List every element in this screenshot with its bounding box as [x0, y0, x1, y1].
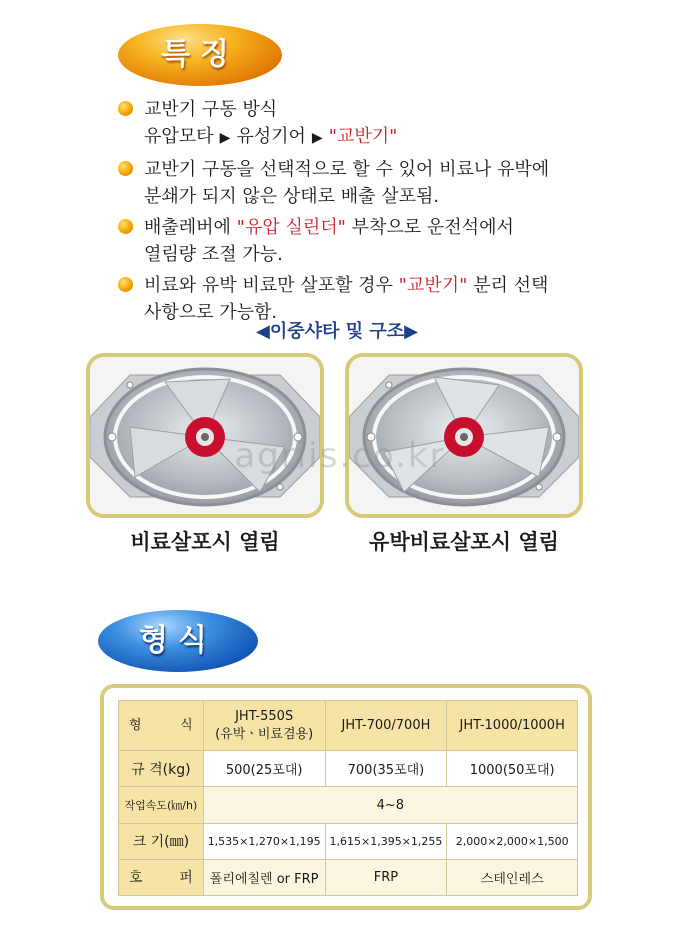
table-cell: 1,535×1,270×1,195 [203, 823, 325, 859]
text-segment: 비료와 유박 비료만 살포할 경우 [144, 275, 399, 296]
bullet-icon [118, 161, 133, 176]
highlight-text: "유압 실린더" [236, 217, 346, 238]
arrow-right-icon: ▶ [219, 130, 231, 146]
row-label: 호 퍼 [119, 859, 204, 895]
table-cell: 700(35포대) [325, 751, 447, 787]
table-cell: 500(25포대) [203, 751, 325, 787]
watermark: agriis.co.kr [234, 436, 446, 476]
flow-step: 유성기어 [236, 126, 306, 147]
row-label: 규 격(kg) [119, 751, 204, 787]
table-row [119, 701, 578, 751]
feature-line: 열림량 조절 가능. [144, 244, 283, 265]
feature-line [144, 272, 598, 299]
table-cell: 2,000×2,000×1,500 [447, 823, 578, 859]
spec-table [118, 700, 578, 896]
feature-line: 교반기 구동 방식 [144, 99, 278, 120]
table-cell: 1,615×1,395×1,255 [325, 823, 447, 859]
feature-item [118, 96, 598, 152]
table-cell: 4~8 [203, 787, 577, 823]
feature-item [118, 214, 598, 268]
table-cell: 폴리에칠렌 or FRP [203, 859, 325, 895]
bullet-icon [118, 219, 133, 234]
feature-line: 분쇄가 되지 않은 상태로 배출 살포됨. [144, 186, 440, 207]
row-label: 형 식 [119, 701, 204, 751]
row-label: 작업속도(㎞/h) [119, 787, 204, 823]
spec-title-badge: 형식 [98, 610, 258, 672]
highlight-text: "교반기" [398, 275, 468, 296]
caption-fertilizer: 비료살포시 열림 [130, 530, 280, 554]
bullet-icon [118, 101, 133, 116]
model-header: JHT-550S (유박ㆍ비료겸용) [203, 701, 325, 751]
text-segment: 배출레버에 [144, 217, 237, 238]
feature-line [144, 214, 598, 241]
feature-item [118, 156, 598, 210]
table-row [119, 787, 578, 823]
feature-line: 사항으로 가능함. [144, 302, 278, 323]
flow-step: 유압모타 [144, 126, 214, 147]
text-segment: 분리 선택 [467, 275, 549, 296]
model-header: JHT-1000/1000H [447, 701, 578, 751]
row-label: 크 기(㎜) [119, 823, 204, 859]
table-row [119, 859, 578, 895]
table-row [119, 751, 578, 787]
table-cell: 스테인레스 [447, 859, 578, 895]
feature-line: 교반기 구동을 선택적으로 할 수 있어 비료나 유박에 [144, 159, 550, 180]
caption-oilcake: 유박비료살포시 열림 [369, 530, 559, 554]
diagram-title: ◀이중샤타 및 구조▶ [256, 321, 418, 342]
bullet-icon [118, 277, 133, 292]
features-list [118, 96, 598, 330]
table-cell: 1000(50포대) [447, 751, 578, 787]
model-header: JHT-700/700H [325, 701, 447, 751]
table-cell: FRP [325, 859, 447, 895]
table-row [119, 823, 578, 859]
feature-line [144, 123, 598, 152]
arrow-right-icon: ▶ [311, 130, 323, 146]
highlight-text: "교반기" [328, 126, 398, 147]
text-segment: 부착으로 운전석에서 [345, 217, 514, 238]
features-title-badge: 특징 [118, 24, 282, 86]
